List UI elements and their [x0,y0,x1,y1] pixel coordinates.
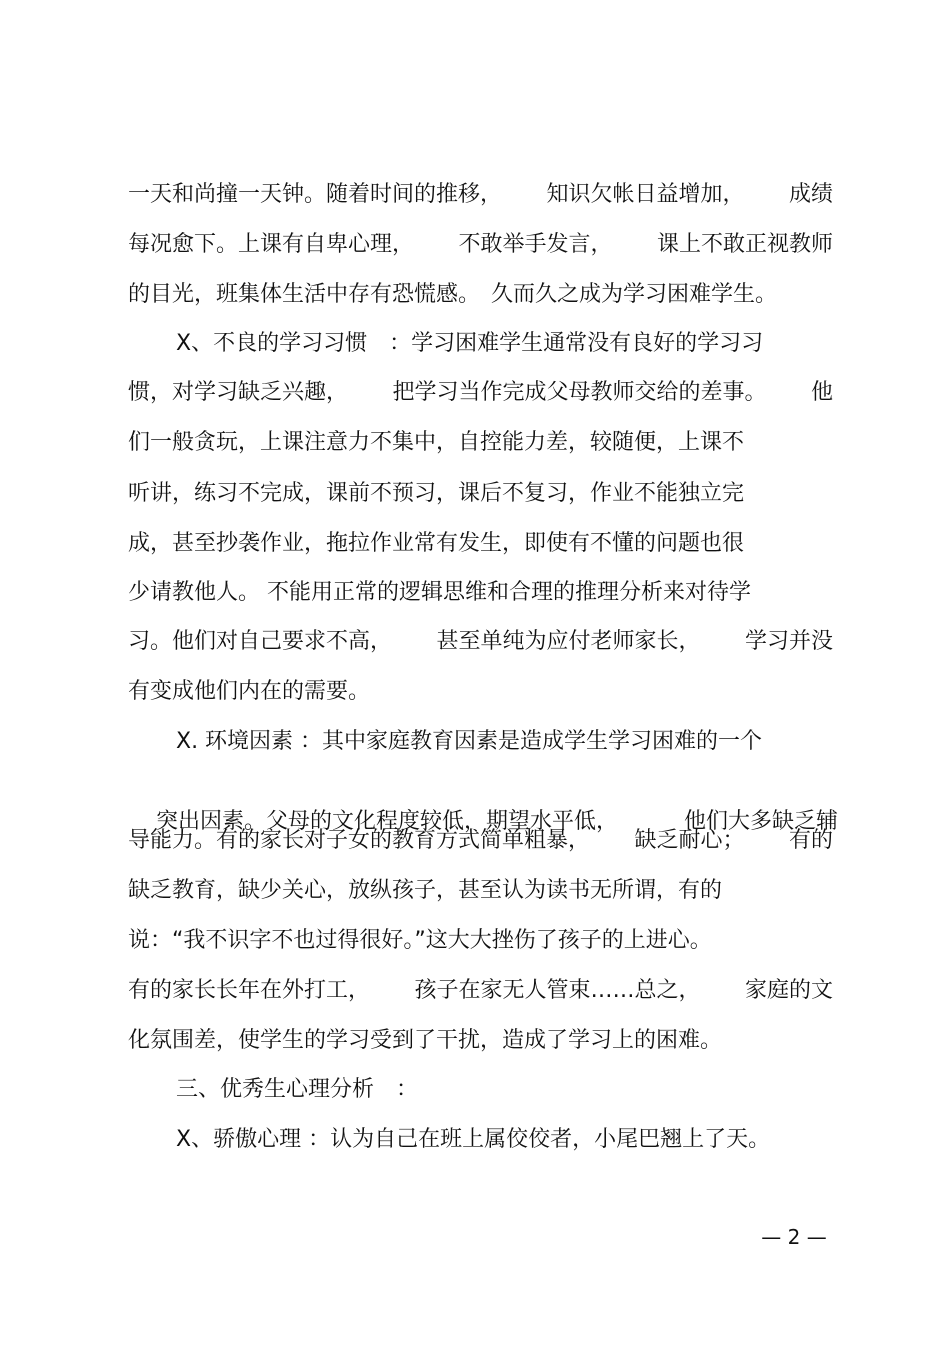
text-segment: 每况愈下。上课有自卑心理， [128,232,415,257]
body-text-line: 说：“我不识字不也过得很好。”这大大挫伤了孩子的上进心。 [128,928,712,953]
section-heading: 三、优秀生心理分析 ： [176,1077,419,1102]
text-segment: 他们大多缺乏辅 [684,809,839,834]
text-segment: 家庭的文 [744,978,833,1003]
body-text-line: 听讲，练习不完成，课前不预习，课后不复习，作业不能独立完 [128,481,745,506]
body-text-line: 缺乏教育，缺少关心，放纵孩子，甚至认为读书无所谓，有的 [128,878,723,903]
text-segment: 学习并没 [744,629,833,654]
text-segment: 导能力。有的家长对子女的教育方式简单粗暴， [128,828,591,853]
page-number: — 2 — [761,1225,827,1249]
text-segment: 把学习当作完成父母教师交给的差事。 [392,380,767,405]
text-segment: 孩子在家无人管束……总之， [414,978,701,1003]
text-segment: 惯，对学习缺乏兴趣， [128,380,349,405]
body-text-line: 成，甚至抄袭作业，拖拉作业常有发生，即使有不懂的问题也很 [128,531,745,556]
body-text-line: 们一般贪玩，上课注意力不集中，自控能力差，较随便，上课不 [128,430,745,455]
body-text-line [128,826,833,856]
section-heading-line: X、不良的学习习惯 ：学习困难学生通常没有良好的学习习 [176,331,764,356]
body-text-line: 的目光，班集体生活中存有恐慌感。 久而久之成为学习困难学生。 [128,282,778,307]
body-text-line [128,627,833,657]
text-segment: 有的家长长年在外打工， [128,978,371,1003]
body-text-line [128,230,833,260]
text-segment: 突出因素。父母的文化程度较低，期望水平低， [155,809,618,834]
text-segment: 一天和尚撞一天钟。随着时间的推移， [128,182,503,207]
body-text-line: 化氛围差，使学生的学习受到了干扰，造成了学习上的困难。 [128,1028,723,1053]
body-text-line [128,777,839,834]
body-text-line [128,976,833,1006]
body-text-line [128,378,833,408]
section-heading-line: X、骄傲心理 ：认为自己在班上属佼佼者，小尾巴翘上了天。 [176,1127,771,1152]
body-text-line: 有变成他们内在的需要。 [128,679,371,704]
text-segment: 习。他们对自己要求不高， [128,629,393,654]
text-segment: 知识欠帐日益增加， [546,182,745,207]
section-heading-line: X. 环境因素 ：其中家庭教育因素是造成学生学习困难的一个 [176,729,763,754]
body-text-line: 少请教他人。 不能用正常的逻辑思维和合理的推理分析来对待学 [128,580,751,605]
text-segment: 缺乏耐心； [634,828,745,853]
text-segment: 不敢举手发言， [458,232,613,257]
text-segment: 有的 [788,828,833,853]
text-segment: 课上不敢正视教师 [656,232,833,257]
text-segment: 甚至单纯为应付老师家长， [436,629,701,654]
text-segment: 他 [810,380,833,405]
text-segment: 成绩 [788,182,833,207]
body-text-line [128,180,833,210]
